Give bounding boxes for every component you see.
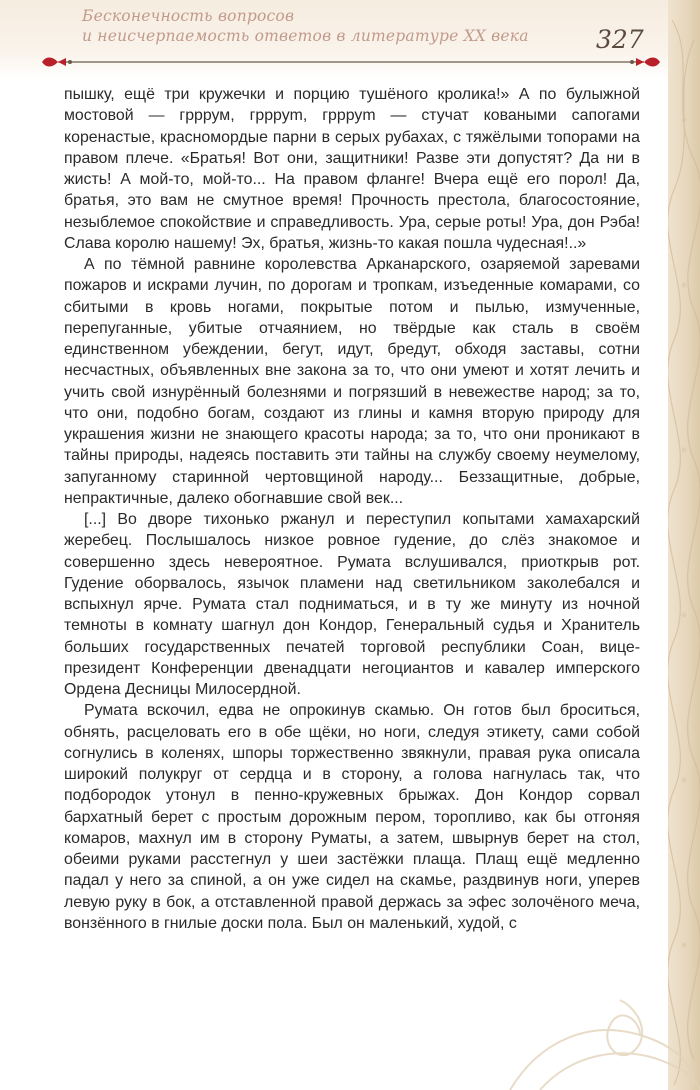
header-ornament-rule [40,52,662,72]
paragraph-4: Румата вскочил, едва не опрокинув скамью. Он готов был броситься, обнять, расцеловать его в обе щёки, но ноги, следуя этикету, сами собой согнулись в коленях, шпоры торжественно звякнули, правая рука описала широкий полукруг от сердца и в сторону, а голова нагнулась так, что подбородок утонул в пенно-кружевных брыжах. Дон Кондор сорвал бархатный берет с простым дорожным пером, торопливо, как бы отгоняя комаров, махнул им в сторону Руматы, а затем, швырнув берет на стол, обеими руками расстегнул у шеи застёжки плаща. Плащ ещё медленно падал у него за спиной, а он уже сидел на скамье, раздвинув ноги, уперев левую руку в бок, а отставленной правой держась за эфес золочёного меча, вонзённого в гнилые доски пола. Был он маленький, худой, с [64,702,640,932]
body-text [64,84,640,934]
paragraph-1: пышку, ещё три кружечки и порцию тушёного кролика!» А по булыжной мостовой — грррум, гррруm, гррруm — стучат коваными сапогами коренастые, красномордые парни в серых рубахах, с тяжёлыми топорами на правом плече. «Братья! Вот они, защитники! Разве эти допустят? Да ни в жисть! А мой-то, мой-то... На правом фланге! Вчера ещё его порол! Да, братья, это вам не смутное время! Прочность престола, благосостояние, незыблемое спокойствие и справедливость. Ура, серые роты! Ура, дон Рэба! Слава королю нашему! Эх, братья, жизнь-то какая пошла чудесная!..» [64,86,640,252]
running-head-line-1: Бесконечность вопросов [82,7,295,25]
paragraph-2: А по тёмной равнине королевства Арканарского, озаряемой заревами пожаров и искрами лучин, по дорогам и тропкам, изъеденные комарами, со сбитыми в кровь ногами, покрытые потом и пылью, измученные, перепуганные, убитые отчаянием, но твёрдые как сталь в своём единственном убеждении, бегут, идут, бредут, обходя заставы, сотни несчастных, объявленных вне закона за то, что они умеют и хотят лечить и учить свой изнурённый болезнями и погрязший в невежестве народ; за то, что они, подобно богам, создают из глины и камня вторую природу для украшения жизни не знающего красоты народа; за то, что они проникают в тайны природы, надеясь поставить эти тайны на службу своему неумелому, запуганному старинной чертовщиной народу... Беззащитные, добрые, непрактичные, далеко обогнавшие свой век... [64,256,640,507]
paragraph-3: [...] Во дворе тихонько ржанул и переступил копытами хамахарский жеребец. Послышалось низкое ровное гудение, до слёз знакомое и совершенно здесь невероятное. Румата вслушивался, приоткрыв рот. Гудение оборвалось, язычок пламени над светильником заколебался и вспыхнул ярче. Румата стал подниматься, и в ту же минуту из ночной темноты в комнату шагнул дон Кондор, Генеральный судья и Хранитель больших государственных печатей торговой республики Соан, вице-президент Конференции двенадцати негоциантов и кавалер имперского Ордена Десницы Милосердной. [64,511,640,698]
decorative-right-border [668,0,700,1090]
page-number: 327 [596,25,644,54]
running-head [82,6,562,46]
running-head-line-2: и неисчерпаемость ответов в литературе ХХ века [82,27,529,45]
